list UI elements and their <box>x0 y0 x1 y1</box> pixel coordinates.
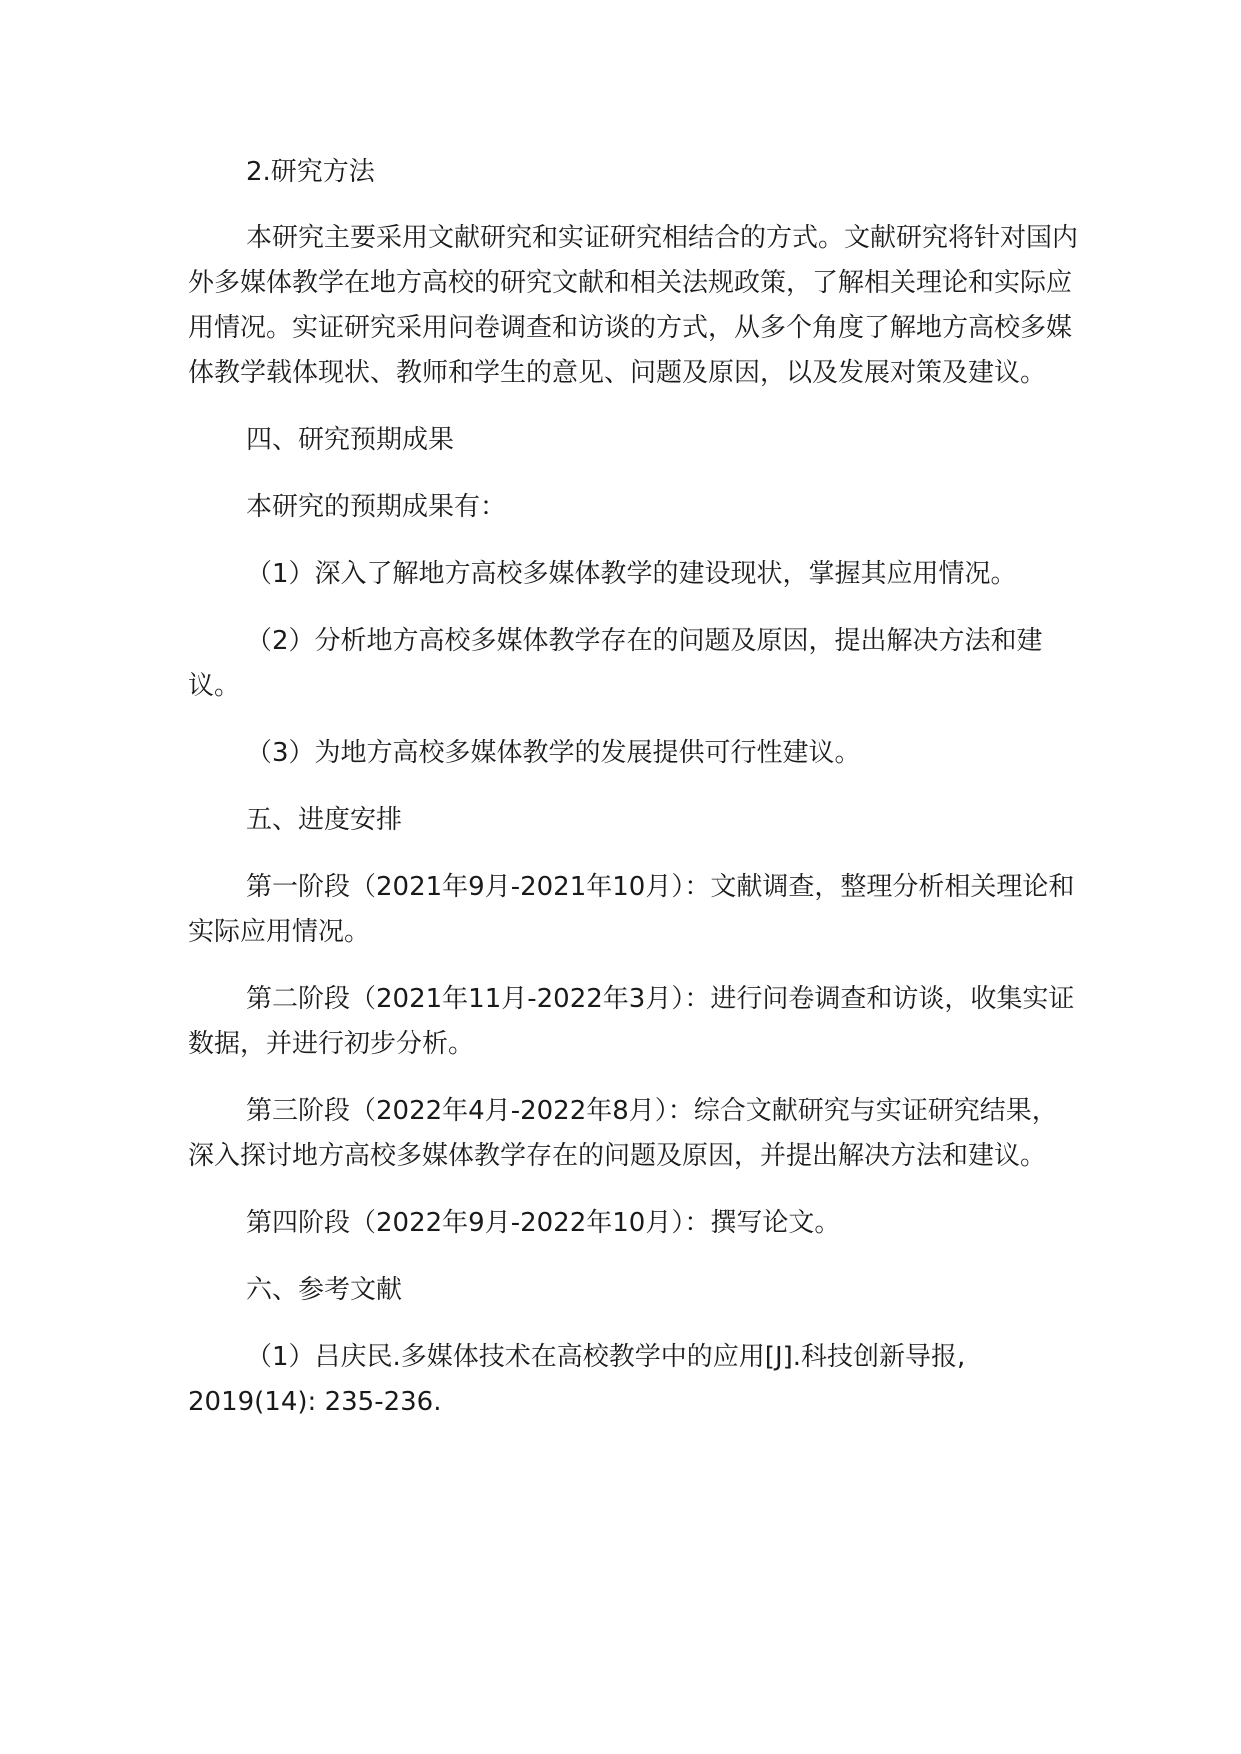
subsection-heading-research-method: 2.研究方法 <box>246 157 375 187</box>
section-heading-schedule: 五、进度安排 <box>246 805 403 835</box>
schedule-stage-1: 第一阶段（2021年9月-2021年10月）：文献调查，整理分析相关理论和实际应用情况。 <box>188 872 1075 947</box>
document-body <box>188 150 1083 1425</box>
list-item-expected-result-1: （1）深入了解地方高校多媒体教学的建设现状，掌握其应用情况。 <box>246 559 1017 589</box>
schedule-stage-4: 第四阶段（2022年9月-2022年10月）：撰写论文。 <box>246 1208 841 1238</box>
paragraph-research-method: 本研究主要采用文献研究和实证研究相结合的方式。文献研究将针对国内外多媒体教学在地方高校的研究文献和相关法规政策，了解相关理论和实际应用情况。实证研究采用问卷调查和访谈的方式，从多个角度了解地方高校多媒体教学载体现状、教师和学生的意见、问题及原因，以及发展对策及建议。 <box>188 223 1079 388</box>
paragraph-expected-results-intro: 本研究的预期成果有： <box>246 492 507 522</box>
reference-item-1: （1）吕庆民.多媒体技术在高校教学中的应用[J].科技创新导报, 2019(14): 235-236. <box>188 1342 966 1417</box>
list-item-expected-result-3: （3）为地方高校多媒体教学的发展提供可行性建议。 <box>246 738 861 768</box>
schedule-stage-2: 第二阶段（2021年11月-2022年3月）：进行问卷调查和访谈，收集实证数据，并进行初步分析。 <box>188 984 1075 1059</box>
section-heading-references: 六、参考文献 <box>246 1275 403 1305</box>
list-item-expected-result-2: （2）分析地方高校多媒体教学存在的问题及原因，提出解决方法和建议。 <box>188 626 1043 701</box>
schedule-stage-3: 第三阶段（2022年4月-2022年8月）：综合文献研究与实证研究结果，深入探讨地方高校多媒体教学存在的问题及原因，并提出解决方法和建议。 <box>188 1096 1058 1171</box>
section-heading-expected-results: 四、研究预期成果 <box>246 425 455 455</box>
